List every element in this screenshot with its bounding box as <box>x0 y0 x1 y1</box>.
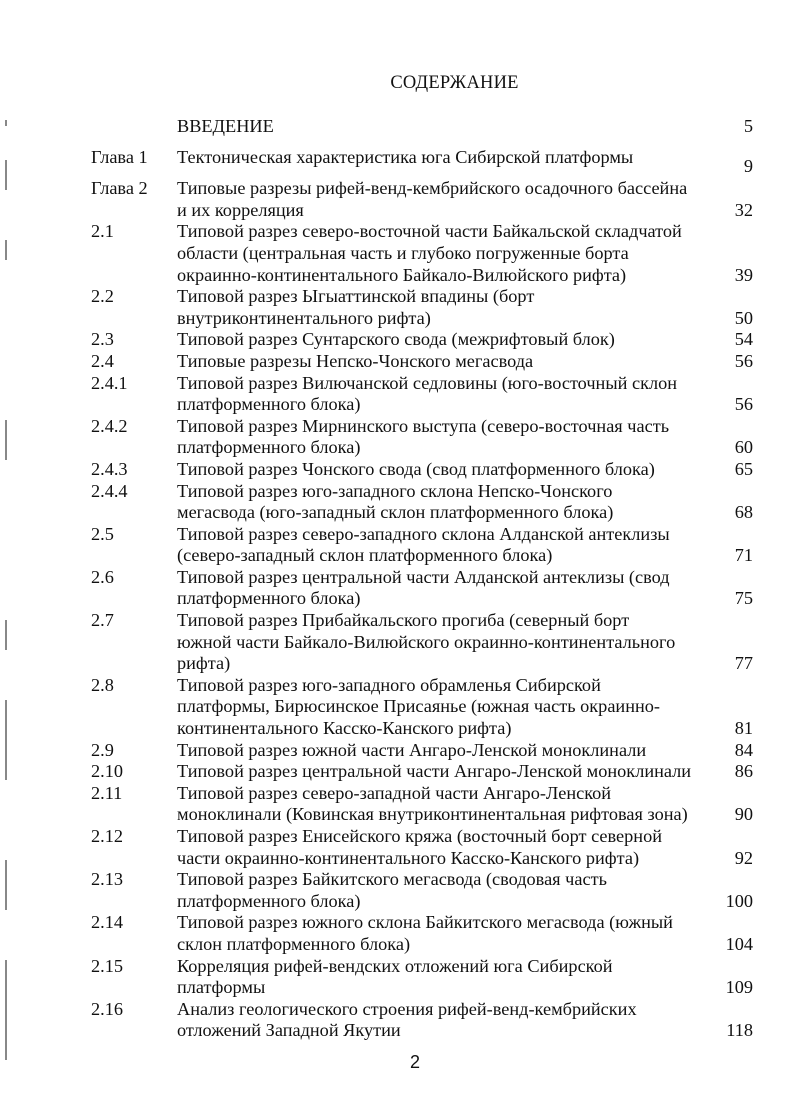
toc-entry <box>91 481 753 524</box>
toc-entry-title-line: платформенного блока) <box>177 588 361 609</box>
toc-entry-title-line: платформенного блока) <box>177 890 361 911</box>
toc-entry-title-line: Типовой разрез Чонского свода (свод платформенного блока) <box>177 458 655 479</box>
toc-entry-number: 2.10 <box>91 761 123 782</box>
toc-entry-title-line: платформенного блока) <box>177 437 361 458</box>
toc-entry-number: 2.16 <box>91 998 123 1019</box>
toc-entry-title <box>177 416 703 459</box>
toc-entry-title-line: Типовой разрез Сунтарского свода (межрифтовый блок) <box>177 329 615 350</box>
toc-entry-title-line: Типовой разрез юго-западного склона Непско-Чонского <box>177 480 613 501</box>
toc-entry-title <box>177 116 703 138</box>
toc-entry-number: 2.2 <box>91 286 114 307</box>
toc-entry-title-line: Типовой разрез северо-западного склона Алданской антеклизы <box>177 523 670 544</box>
toc-entry-page: 75 <box>734 588 753 609</box>
toc-entry-title <box>177 783 703 826</box>
toc-entry-title-line: Корреляция рифей-вендских отложений юга Сибирской <box>177 955 613 976</box>
toc-entry-title-line: рифта) <box>177 653 231 674</box>
toc-entry <box>91 459 753 481</box>
toc-entry-number <box>91 116 177 138</box>
toc-entry-title <box>177 826 703 869</box>
toc-entry-page: 56 <box>734 394 753 415</box>
toc-entry-title <box>177 567 703 610</box>
toc-entry-number: Глава 2 <box>91 178 148 199</box>
toc-entry-title-line: платформы <box>177 977 266 998</box>
toc-entry-page: 118 <box>726 1020 753 1041</box>
toc-entry-title <box>177 329 703 351</box>
toc-entry-page: 86 <box>734 761 753 782</box>
toc-entry-number: 2.4.3 <box>91 458 128 479</box>
toc-entry <box>91 373 753 416</box>
toc-entry-title-line: части окраинно-континентального Касско-Канского рифта) <box>177 847 640 868</box>
toc-entry-number: 2.11 <box>91 782 123 803</box>
toc-entry-title <box>177 610 703 675</box>
toc-entry-title-line: и их корреляция <box>177 199 304 220</box>
toc-entry-page: 39 <box>734 264 753 285</box>
toc-entry-title <box>177 761 703 783</box>
toc-entry-title-line: мегасвода (юго-западный склон платформенного блока) <box>177 502 614 523</box>
toc-entry-title-line: Типовые разрезы рифей-венд-кембрийского осадочного бассейна <box>177 178 688 199</box>
toc-entry-page: 104 <box>725 933 753 954</box>
toc-entry <box>91 956 753 999</box>
toc-entry <box>91 286 753 329</box>
toc-entry <box>91 567 753 610</box>
toc-entry-title-line: Типовой разрез Байкитского мегасвода (сводовая часть <box>177 869 607 890</box>
toc-entry-number: 2.13 <box>91 869 123 890</box>
toc-entry-page: 84 <box>734 739 753 760</box>
toc-entry-page: 65 <box>734 458 753 479</box>
toc-entry <box>91 740 753 762</box>
toc-entry-number: 2.5 <box>91 523 114 544</box>
toc-entry-title-line: Типовой разрез южной части Ангаро-Ленской моноклинали <box>177 739 647 760</box>
toc-entry-number: 2.4.4 <box>91 480 128 501</box>
toc-entry <box>91 178 753 221</box>
toc-entry <box>91 869 753 912</box>
toc-entry-title-line: Типовой разрез центральной части Алданской антеклизы (свод <box>177 566 670 587</box>
toc-entry-page: 109 <box>725 977 753 998</box>
toc-entry-title <box>177 286 703 329</box>
toc-entry-title <box>177 178 703 221</box>
toc-entry <box>91 329 753 351</box>
toc-entry-number: 2.14 <box>91 912 123 933</box>
toc-entry-number: 2.7 <box>91 610 114 631</box>
toc-entry <box>91 610 753 675</box>
toc-entry-page: 81 <box>734 718 753 739</box>
toc-entry-title <box>177 147 703 169</box>
toc-entry-title-line: отложений Западной Якутии <box>177 1020 401 1041</box>
toc-entry-title-line: Типовой разрез Прибайкальского прогиба (северный борт <box>177 610 630 631</box>
toc-entry-title-line: платформы, Бирюсинское Присаянье (южная часть окраинно- <box>177 696 661 717</box>
toc-entry <box>91 826 753 869</box>
scan-edge-marks <box>2 0 12 1105</box>
toc-entry-title <box>177 956 703 999</box>
toc-entry-title-line: Анализ геологического строения рифей-венд-кембрийских <box>177 998 637 1019</box>
toc-entry <box>91 783 753 826</box>
toc-entry-title-line: Тектоническая характеристика юга Сибирской платформы <box>177 147 634 168</box>
toc-entry-title-line: внутриконтинентального рифта) <box>177 307 431 328</box>
toc-entry-title-line: моноклинали (Ковинская внутриконтинентальная рифтовая зона) <box>177 804 688 825</box>
toc-entry <box>91 116 753 138</box>
toc-entry-title-line: области (центральная часть и глубоко погруженные борта <box>177 242 629 263</box>
toc-entry-number: 2.4.1 <box>91 372 128 393</box>
toc-entry <box>91 524 753 567</box>
toc-entry-number: 2.4.2 <box>91 415 128 436</box>
toc-entry-title <box>177 740 703 762</box>
toc-entry-title <box>177 351 703 373</box>
toc-entry-title-line: Типовой разрез северо-западной части Ангаро-Ленской <box>177 782 612 803</box>
toc-entry-number: 2.8 <box>91 674 114 695</box>
toc-entry-title-line: Типовой разрез северо-восточной части Байкальской складчатой <box>177 221 682 242</box>
toc-entry-title <box>177 221 703 286</box>
toc-entry-page: 9 <box>743 156 753 177</box>
toc-entry-title-line: Типовой разрез Мирнинского выступа (северо-восточная часть <box>177 415 670 436</box>
toc-entry-title <box>177 675 703 740</box>
toc-entry-page: 32 <box>734 199 753 220</box>
toc-entry-number: 2.12 <box>91 826 123 846</box>
page-number: 2 <box>410 1052 421 1072</box>
toc-entry-title <box>177 373 703 416</box>
toc-entry <box>91 351 753 373</box>
toc-entry-title-line: Типовой разрез Ыгыаттинской впадины (борт <box>177 286 535 307</box>
toc-entry-page: 5 <box>743 116 753 136</box>
toc-entry-page: 56 <box>734 350 753 371</box>
toc-entry-number: Глава 1 <box>91 147 148 168</box>
toc-entry-page: 77 <box>734 653 753 674</box>
toc-entry-number: 2.4 <box>91 350 114 371</box>
toc-entry-title-line: Типовой разрез южного склона Байкитского мегасвода (южный <box>177 912 673 933</box>
toc-entry <box>91 416 753 459</box>
toc-entry-number: 2.15 <box>91 955 123 976</box>
toc-entry-title <box>177 459 703 481</box>
page-title: СОДЕРЖАНИЕ <box>390 73 519 93</box>
toc-entry-title-line: окраинно-континентального Байкало-Вилюйского рифта) <box>177 264 627 285</box>
toc-entry-title-line: склон платформенного блока) <box>177 933 411 954</box>
toc-entry-title <box>177 869 703 912</box>
toc-entry-number: 2.1 <box>91 221 114 242</box>
toc-entry-page: 71 <box>734 545 753 566</box>
toc-entry-title-line: Типовой разрез центральной части Ангаро-Ленской моноклинали <box>177 761 692 782</box>
toc-entry-title <box>177 999 703 1042</box>
toc-entry-title-line: Типовой разрез Енисейского кряжа (восточный борт северной <box>177 826 663 846</box>
toc-entry-page: 50 <box>734 307 753 328</box>
toc-entry <box>91 675 753 740</box>
toc-entry-page: 90 <box>734 804 753 825</box>
toc-entry <box>91 761 753 783</box>
toc-entry-page: 60 <box>734 437 753 458</box>
toc-entry-title-line: Типовой разрез юго-западного обрамленья Сибирской <box>177 674 601 695</box>
toc-entry-title <box>177 524 703 567</box>
toc-entry-page: 92 <box>734 847 753 868</box>
toc-entry-title-line: Типовой разрез Вилючанской седловины (юго-восточный склон <box>177 372 678 393</box>
toc-entry-title-line: южной части Байкало-Вилюйского окраинно-континентального <box>177 631 676 652</box>
toc-entry-title-line: платформенного блока) <box>177 394 361 415</box>
toc-entry-title-line: Типовые разрезы Непско-Чонского мегасвода <box>177 350 534 371</box>
toc-entry-number: 2.9 <box>91 739 114 760</box>
toc-entry-page: 54 <box>734 329 753 350</box>
toc-entry <box>91 221 753 286</box>
toc-entry-number: 2.6 <box>91 566 114 587</box>
toc-entry-title-line: ВВЕДЕНИЕ <box>177 116 274 136</box>
toc-entry-title-line: (северо-западный склон платформенного блока) <box>177 545 553 566</box>
toc-entry-page: 68 <box>734 502 753 523</box>
toc-entry-title <box>177 481 703 524</box>
toc-entry <box>91 999 753 1042</box>
toc-entry-number: 2.3 <box>91 329 114 350</box>
toc-entry-page: 100 <box>725 890 753 911</box>
toc-entry <box>91 912 753 955</box>
table-of-contents <box>91 116 753 1042</box>
toc-entry-title-line: континентального Касско-Канского рифта) <box>177 718 512 739</box>
toc-entry <box>91 147 753 177</box>
toc-entry-title <box>177 912 703 955</box>
